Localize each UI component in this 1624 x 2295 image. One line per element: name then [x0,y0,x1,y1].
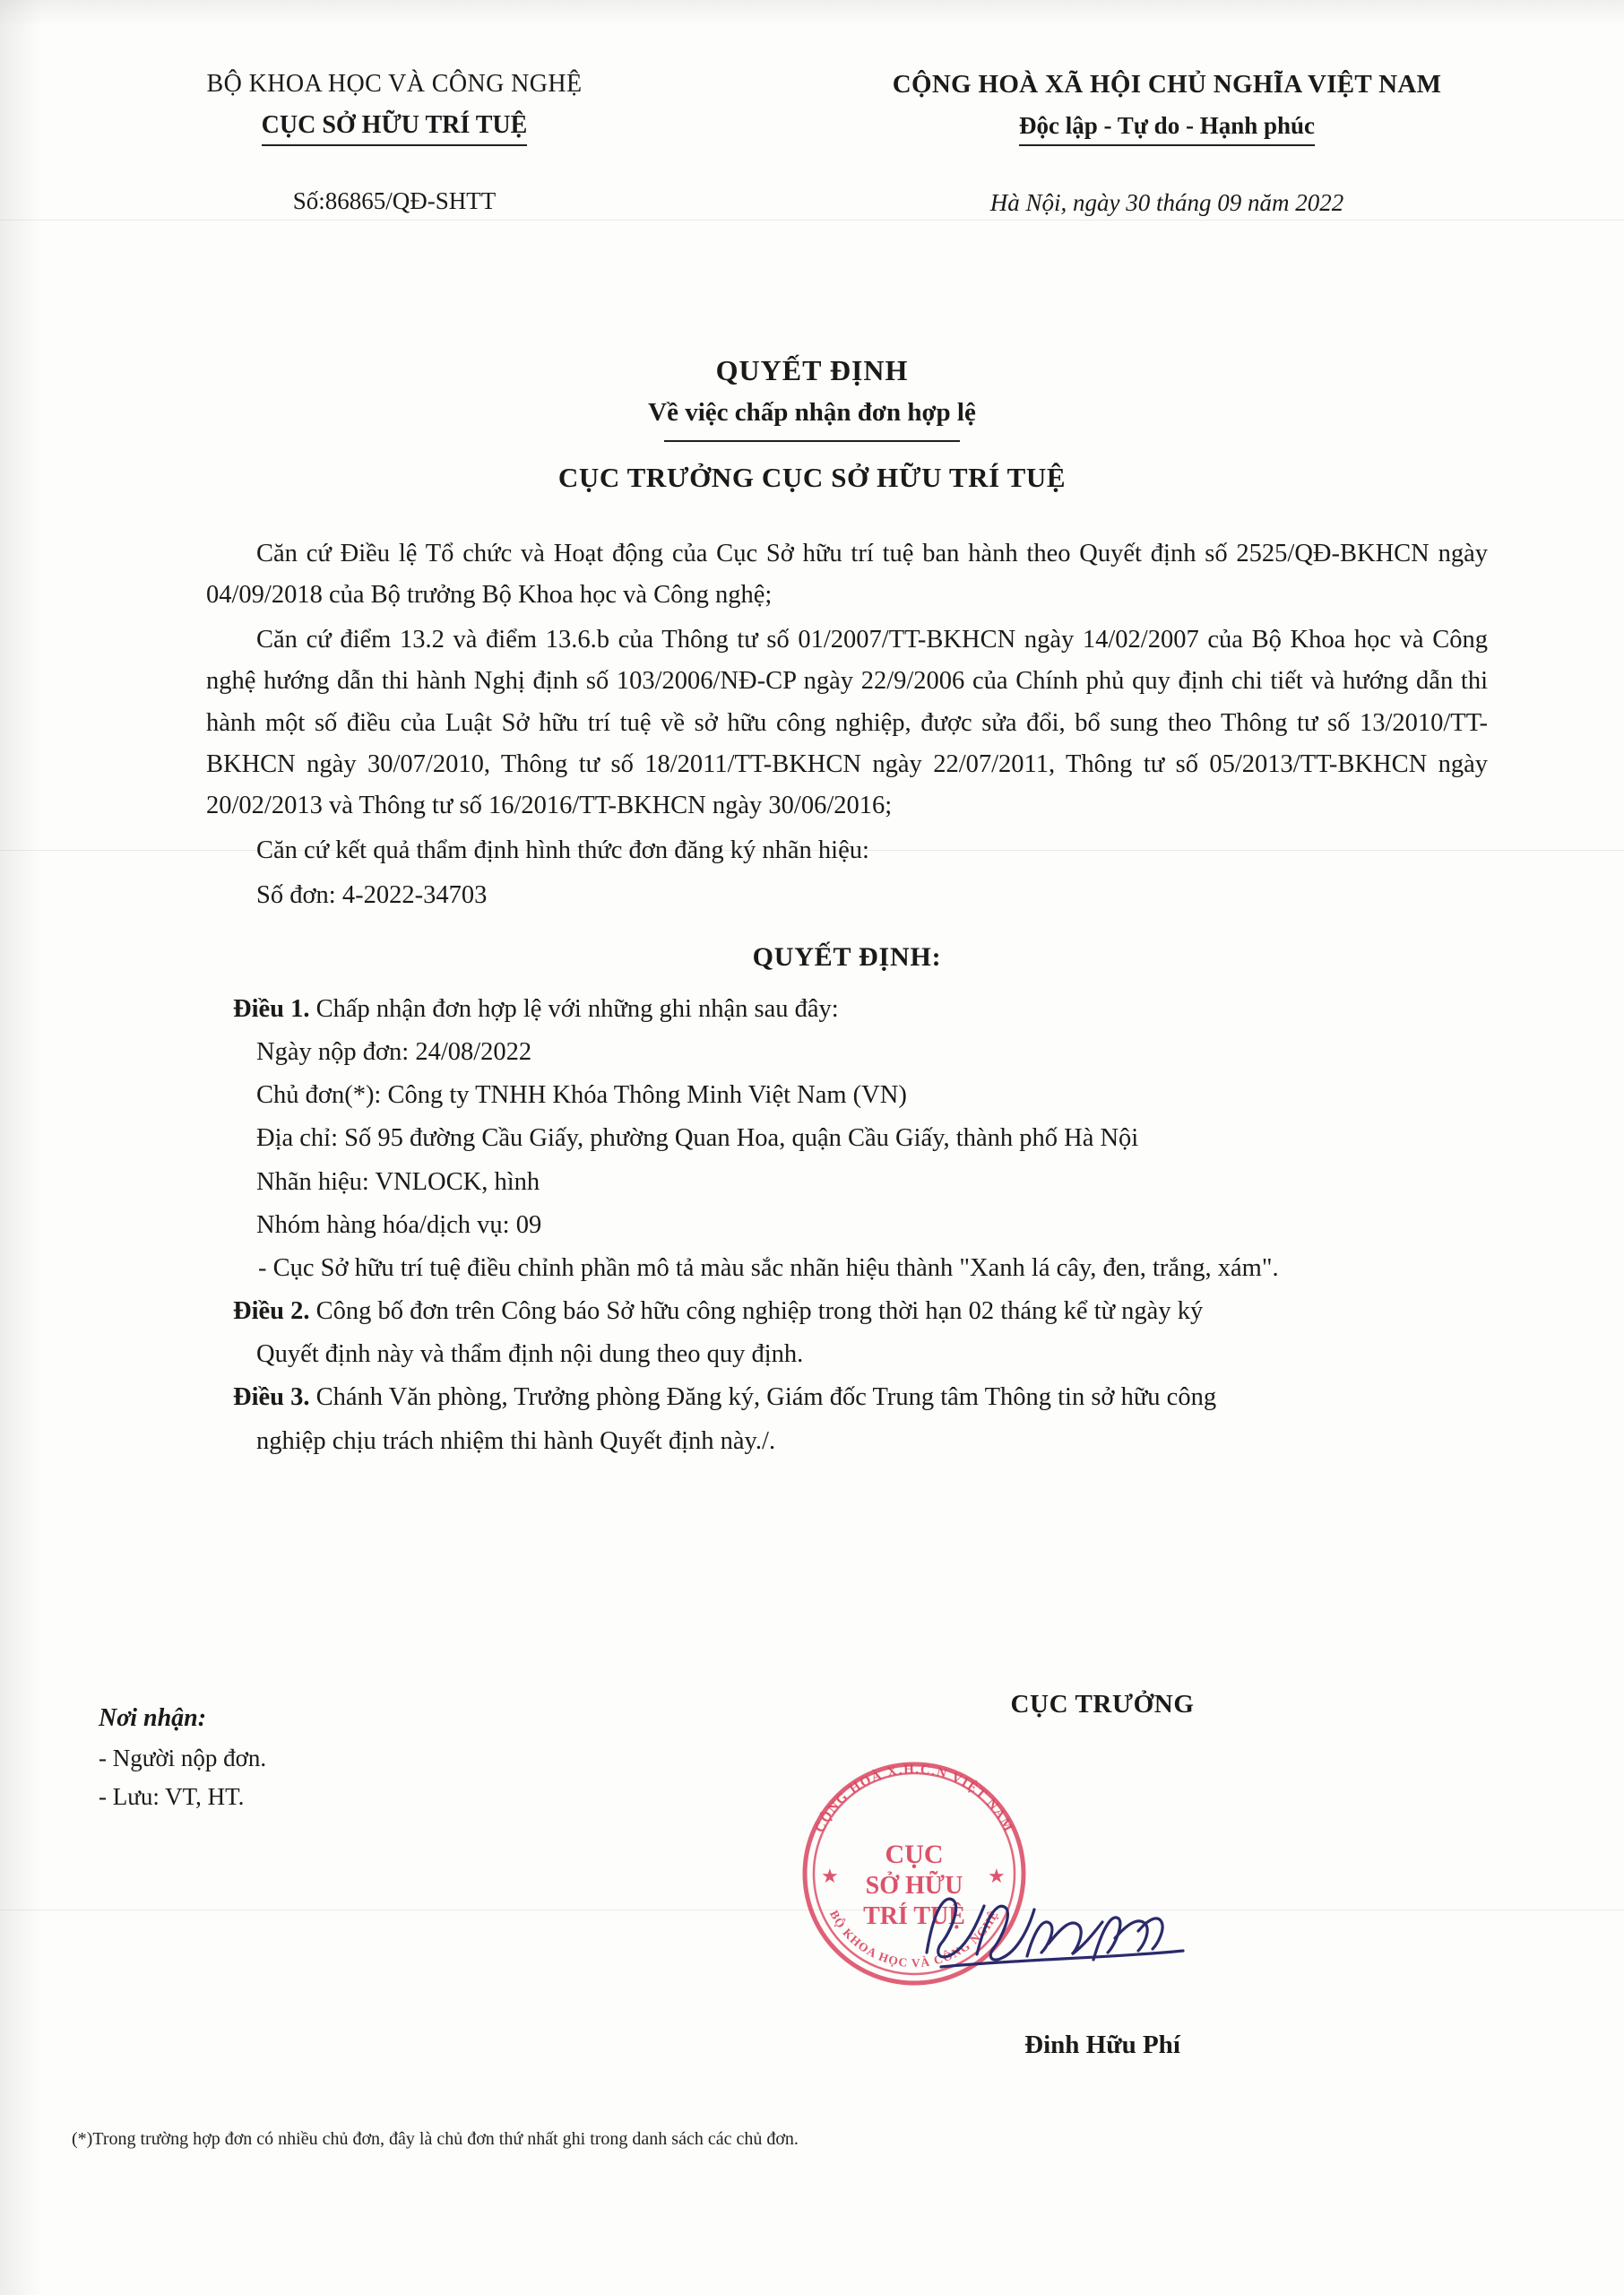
article-2-continuation: Quyết định này và thẩm định nội dung theo quy định. [256,1340,804,1369]
official-seal-icon [789,1748,1040,1999]
article-1-text: Chấp nhận đơn hợp lệ với những ghi nhận sau đây: [309,995,839,1023]
trademark: Nhãn hiệu: VNLOCK, hình [256,1167,540,1196]
adjustment-note: - Cục Sở hữu trí tuệ điều chỉnh phần mô tả màu sắc nhãn hiệu thành "Xanh lá cây, đen, trắng, xám". [258,1253,1279,1282]
svg-text:CỤC: CỤC [885,1840,944,1869]
article-2 [206,1291,1488,1332]
legal-basis-2: Căn cứ điểm 13.2 và điểm 13.6.b của Thông tư số 01/2007/TT-BKHCN ngày 14/02/2007 của Bộ Khoa học và Công nghệ hướng dẫn thi hành Nghị định số 103/2006/NĐ-CP ngày 22/9/2006 của Chính phủ quy định chi tiết và hướng dẫn thi hành một số điều của Luật Sở hữu trí tuệ về sở hữu công nghiệp, được sửa đổi, bổ sung theo Thông tư số 13/2010/TT-BKHCN ngày 30/07/2010, Thông tư số 18/2011/TT-BKHCN ngày 22/07/2011, Thông tư số 05/2013/TT-BKHCN ngày 20/02/2013 và Thông tư số 16/2016/TT-BKHCN ngày 30/06/2016; [206,626,1488,819]
document-subtitle: Về việc chấp nhận đơn hợp lệ [648,398,976,427]
document-number: Số:86865/QĐ-SHTT [292,187,497,214]
goods-services-classes: Nhóm hàng hóa/dịch vụ: 09 [256,1210,542,1239]
article-2-label: Điều 2. [233,1297,310,1326]
place-and-date: Hà Nội, ngày 30 tháng 09 năm 2022 [989,189,1344,216]
document-body [206,533,1488,1464]
national-motto: Độc lập - Tự do - Hạnh phúc [1019,112,1315,146]
signer-role: CỤC TRƯỞNG [1010,1690,1195,1719]
legal-basis-1: Căn cứ Điều lệ Tổ chức và Hoạt động của Cục Sở hữu trí tuệ ban hành theo Quyết định số 2525/QĐ-BKHCN ngày 04/09/2018 của Bộ trưởng Bộ Khoa học và Công nghệ; [206,540,1488,610]
article-2-text: Công bố đơn trên Công báo Sở hữu công nghiệp trong thời hạn 02 tháng kể từ ngày ký [309,1297,1204,1326]
article-3-label: Điều 3. [233,1383,310,1412]
decide-heading: QUYẾT ĐỊNH: [752,942,942,973]
national-title: CỘNG HOÀ XÃ HỘI CHỦ NGHĨA VIỆT NAM [892,70,1442,99]
article-3 [206,1377,1488,1418]
article-3-text: Chánh Văn phòng, Trưởng phòng Đăng ký, Giám đốc Trung tâm Thông tin sở hữu công [309,1383,1217,1412]
article-3-continuation: nghiệp chịu trách nhiệm thi hành Quyết định này./. [256,1426,776,1455]
legal-basis-3: Căn cứ kết quả thẩm định hình thức đơn đăng ký nhãn hiệu: [256,836,869,865]
signer-name: Đinh Hữu Phí [1024,2031,1180,2059]
deciding-authority: CỤC TRƯỞNG CỤC SỞ HỮU TRÍ TUỆ [557,462,1067,493]
svg-text:TRÍ TUỆ: TRÍ TUỆ [863,1902,965,1930]
issuing-authority-block [108,70,681,217]
ministry-name: BỘ KHOA HỌC VÀ CÔNG NGHỆ [206,70,583,98]
handwritten-signature [914,1874,1228,1990]
document-title: QUYẾT ĐỊNH [715,354,909,386]
title-divider [664,440,960,442]
applicant-address: Địa chỉ: Số 95 đường Cầu Giấy, phường Quan Hoa, quận Cầu Giấy, thành phố Hà Nội [256,1124,1139,1153]
national-heading-block [808,70,1525,217]
recipient-item: - Lưu: VT, HT. [99,1782,245,1810]
article-1-label: Điều 1. [233,995,310,1023]
signature-block [860,1690,1344,1719]
document-header [108,70,1525,217]
recipient-item: - Người nộp đơn. [99,1744,267,1771]
applicant: Chủ đơn(*): Công ty TNHH Khóa Thông Minh Việt Nam (VN) [256,1081,907,1110]
recipients-block [99,1699,266,1816]
footnote: (*)Trong trường hợp đơn có nhiều chủ đơn, đây là chủ đơn thứ nhất ghi trong danh sách các chủ đơn. [72,2129,799,2149]
svg-text:CỘNG HOÀ X.H.C.N VIỆT NAM: CỘNG HOÀ X.H.C.N VIỆT NAM [812,1762,1016,1835]
document-title-block [0,354,1624,494]
svg-text:★: ★ [821,1865,839,1887]
recipients-title: Nơi nhận: [99,1704,207,1732]
application-number: Số đơn: 4-2022-34703 [256,881,488,910]
svg-text:BỘ KHOA HỌC VÀ CÔNG NGHỆ: BỘ KHOA HỌC VÀ CÔNG NGHỆ [826,1908,1002,1970]
office-name: CỤC SỞ HỮU TRÍ TUỆ [262,111,528,146]
filing-date: Ngày nộp đơn: 24/08/2022 [256,1038,532,1067]
article-1 [206,989,1488,1030]
svg-text:SỞ HỮU: SỞ HỮU [865,1872,963,1900]
svg-text:★: ★ [988,1865,1006,1887]
